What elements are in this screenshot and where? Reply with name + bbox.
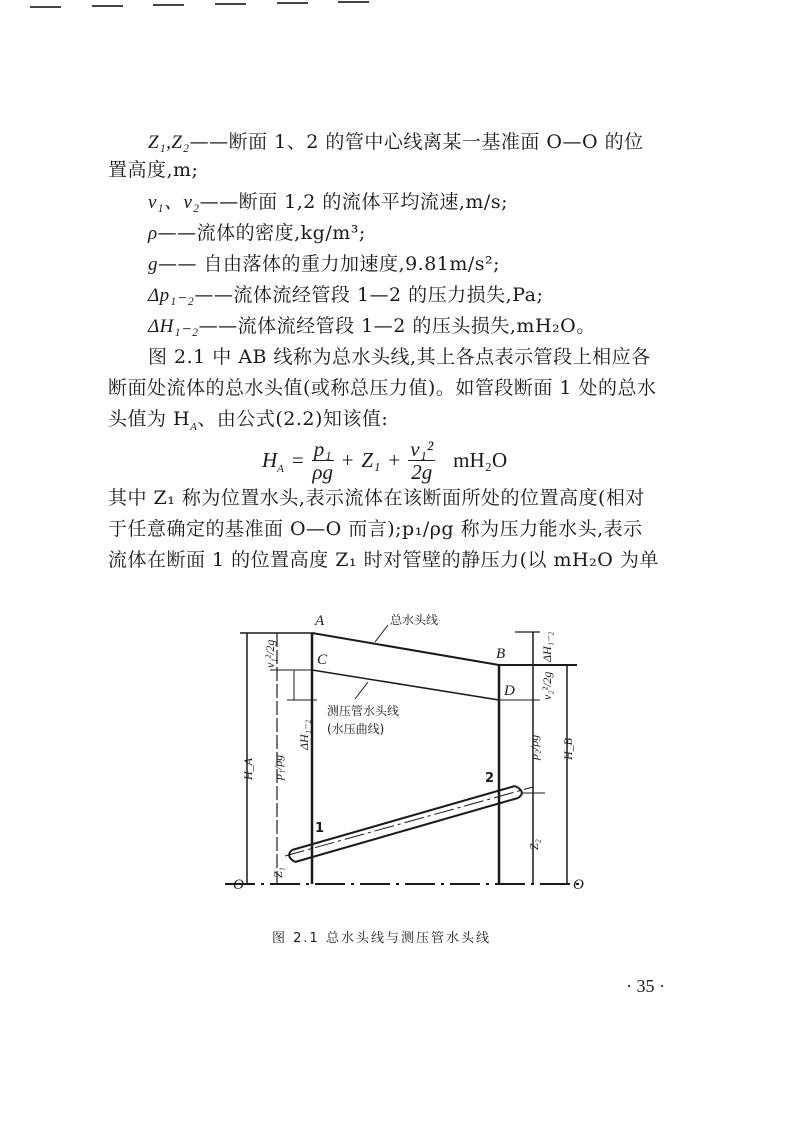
page-number: · 35 ·	[626, 976, 665, 996]
paragraph-line: 图 2.1 中 AB 线称为总水头线,其上各点表示管段上相应各	[148, 346, 651, 368]
definition-text: ——流体流经管段 1—2 的压力损失,Pa;	[194, 284, 544, 306]
definition-rho	[148, 219, 758, 248]
formula-z: Z₁	[361, 448, 381, 472]
definition-dh	[148, 312, 758, 341]
header-rule	[92, 5, 123, 7]
label-ha: H_A	[241, 758, 255, 780]
fraction-velocity: $\frac{\text{v₁²}}{2g}$	[410, 437, 434, 484]
paragraph-line: 于任意确定的基准面 O—O 而言);p₁/ρg 称为压力能水头,表示	[108, 518, 643, 540]
label-z1: Z₁	[271, 867, 285, 878]
formula-lhs: $H_A$	[262, 448, 284, 476]
header-rule	[277, 2, 308, 4]
label-p2: p₂/ρg	[527, 734, 541, 760]
equals-sign: =	[291, 448, 304, 472]
label-dh-left: ΔH₁₋₂	[297, 719, 311, 750]
head-line-diagram	[215, 600, 595, 900]
plus-sign: +	[388, 448, 401, 472]
total-head-line	[312, 633, 499, 665]
label-b: B	[496, 646, 506, 662]
label-piezo-line: 测压管水头线	[327, 704, 400, 718]
header-rule	[153, 4, 184, 6]
label-total-head-line: 总水头线	[390, 613, 439, 627]
definition-z-cont	[108, 156, 718, 184]
symbol: ρ	[148, 223, 158, 244]
piezometric-line	[312, 670, 499, 700]
subscript: A	[190, 420, 198, 433]
symbol: g	[148, 254, 158, 275]
formula	[262, 438, 507, 483]
paragraph-line: 流体在断面 1 的位置高度 Z₁ 时对管壁的静压力(以 mH₂O 为单	[108, 549, 659, 571]
definition-dp	[148, 281, 758, 310]
header-rule	[30, 6, 61, 8]
symbol: ΔH₁₋₂	[148, 316, 199, 337]
definition-text: ——流体的密度,kg/m³;	[157, 222, 366, 244]
label-v1: v₁²/2g	[263, 639, 277, 668]
symbol: Z₁,Z₂	[148, 132, 190, 153]
paragraph-line: 其中 Z₁ 称为位置水头,表示流体在该断面所处的位置高度(相对	[108, 487, 645, 509]
paragraph-line: 断面处流体的总水头值(或称总压力值)。如管段断面 1 处的总水	[108, 377, 657, 399]
label-o-left: O	[233, 877, 244, 893]
symbol: v₁、v₂	[148, 192, 200, 213]
formula-unit: mH₂O	[453, 448, 508, 472]
definition-text: ——流体流经管段 1—2 的压头损失,mH₂O。	[198, 315, 596, 337]
label-hb: H_B	[561, 738, 575, 760]
definition-z	[148, 128, 758, 157]
label-section-1: 1	[315, 821, 325, 836]
definition-text: ——断面 1、2 的管中心线离某一基准面 O—O 的位	[189, 131, 644, 153]
header-rule	[215, 3, 246, 5]
text: 、由公式(2.2)知该值:	[197, 408, 389, 430]
label-p1: p₁/ρg	[271, 754, 285, 780]
header-rule	[338, 1, 369, 3]
label-a: A	[315, 613, 325, 629]
text: 头值为 H	[108, 408, 191, 430]
label-d: D	[504, 683, 515, 699]
paragraph-line	[108, 405, 718, 433]
definition-g	[148, 250, 758, 279]
symbol: Δp₁₋₂	[148, 285, 195, 306]
label-dh-right: ΔH₁₋₂	[540, 631, 554, 662]
label-c: C	[317, 652, 328, 668]
label-section-2: 2	[485, 771, 495, 786]
figure-caption: 图 2.1 总水头线与测压管水头线	[272, 931, 491, 946]
definition-text: ——断面 1,2 的流体平均流速,m/s;	[199, 191, 508, 213]
label-o-right: O	[573, 877, 584, 893]
definition-v	[148, 188, 758, 217]
label-v2: v₂²/2g	[540, 671, 554, 700]
label-piezo-line-alt: (水压曲线)	[327, 722, 385, 736]
plus-sign: +	[341, 448, 354, 472]
fraction-pressure: $\frac{\text{p₁}}{\rho g}$	[312, 437, 333, 484]
definition-text: 置高度,m;	[108, 159, 199, 181]
label-z2: Z₂	[527, 839, 541, 850]
definition-text: —— 自由落体的重力加速度,9.81m/s²;	[158, 253, 501, 275]
